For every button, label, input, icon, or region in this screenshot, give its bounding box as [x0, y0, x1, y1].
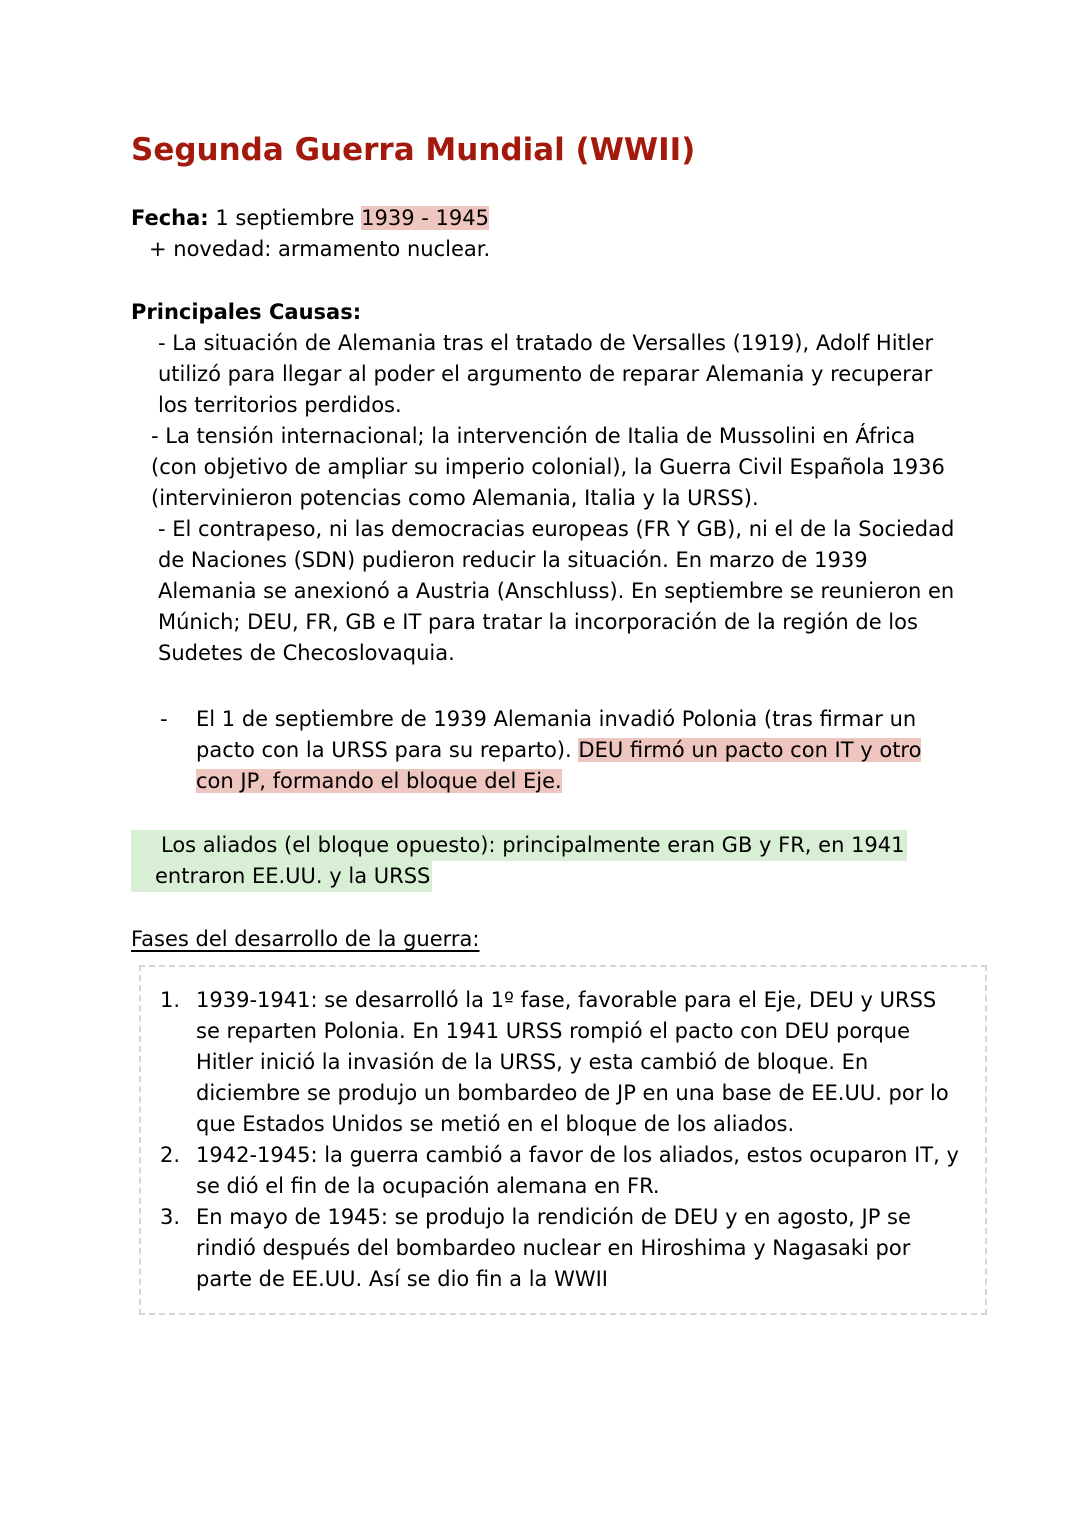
list-item — [160, 1202, 960, 1295]
fecha-range: 1939 - 1945 — [361, 206, 489, 230]
novedad-line: + novedad: armamento nuclear. — [149, 237, 491, 261]
list-item — [160, 1140, 960, 1202]
invasion-item — [160, 704, 950, 797]
list-text: 1942-1945: la guerra cambió a favor de los aliados, estos ocuparon IT, y se dió el fin de la ocupación alemana en FR. — [196, 1143, 959, 1198]
list-number: 2. — [160, 1143, 181, 1167]
causas-section — [131, 297, 961, 669]
fases-list — [160, 985, 960, 1295]
causas-heading-text: Principales Causas: — [131, 300, 362, 324]
list-text: En mayo de 1945: se produjo la rendición de DEU y en agosto, JP se rindió después del bombardeo nuclear en Hiroshima y Nagasaki por parte de EE.UU. Así se dio fin a la WWII — [196, 1205, 911, 1291]
list-number: 3. — [160, 1205, 181, 1229]
page-title: Segunda Guerra Mundial (WWII) — [131, 132, 696, 168]
fases-heading: Fases del desarrollo de la guerra: — [131, 927, 480, 951]
causa-text-2: - La tensión internacional; la intervención de Italia de Mussolini en África (con objetivo de ampliar su imperio colonial), la Guerra Civil Española 1936 (intervinieron potencias como Alemania, Italia y la URSS). — [151, 424, 945, 510]
fecha-prefix: 1 septiembre — [208, 206, 362, 230]
aliados-line-2: entraron EE.UU. y la URSS — [131, 861, 432, 892]
list-text: 1939-1941: se desarrolló la 1º fase, favorable para el Eje, DEU y URSS se reparten Polonia. En 1941 URSS rompió el pacto con DEU porque Hitler inició la invasión de la URSS, y esta cambió de bloque. En diciembre se produjo un bombardeo de JP en una base de EE.UU. por lo que Estados Unidos se metió en el bloque de los aliados. — [196, 988, 949, 1136]
causa-text-3: - El contrapeso, ni las democracias europeas (FR Y GB), ni el de la Sociedad de Naciones (SDN) pudieron reducir la situación. En marzo de 1939 Alemania se anexionó a Austria (Anschluss). En septiembre se reunieron en Múnich; DEU, FR, GB e IT para tratar la incorporación de la región de los Sudetes de Checoslovaquia. — [158, 517, 955, 665]
causa-text-1: - La situación de Alemania tras el tratado de Versalles (1919), Adolf Hitler utilizó para llegar al poder el argumento de reparar Alemania y recuperar los territorios perdidos. — [158, 331, 934, 417]
fecha-label: Fecha: — [131, 206, 209, 230]
causa-item-1 — [131, 328, 961, 421]
fecha-line — [131, 203, 961, 234]
list-item — [160, 985, 960, 1140]
fecha-section — [131, 203, 961, 265]
list-number: 1. — [160, 988, 181, 1012]
dash-bullet: - — [160, 707, 168, 731]
causas-heading — [131, 297, 961, 328]
aliados-block — [131, 830, 961, 892]
aliados-line-1: Los aliados (el bloque opuesto): principalmente eran GB y FR, en 1941 — [131, 830, 907, 861]
causa-item-2 — [131, 421, 961, 514]
invasion-highlight: DEU firmó un pacto con IT y otro con JP, formando el bloque del Eje. — [196, 738, 922, 793]
causa-item-3 — [131, 514, 961, 669]
invasion-plain: El 1 de septiembre de 1939 Alemania invadió Polonia (tras firmar un pacto con la URSS para su reparto). — [196, 707, 917, 762]
invasion-text — [196, 704, 950, 797]
